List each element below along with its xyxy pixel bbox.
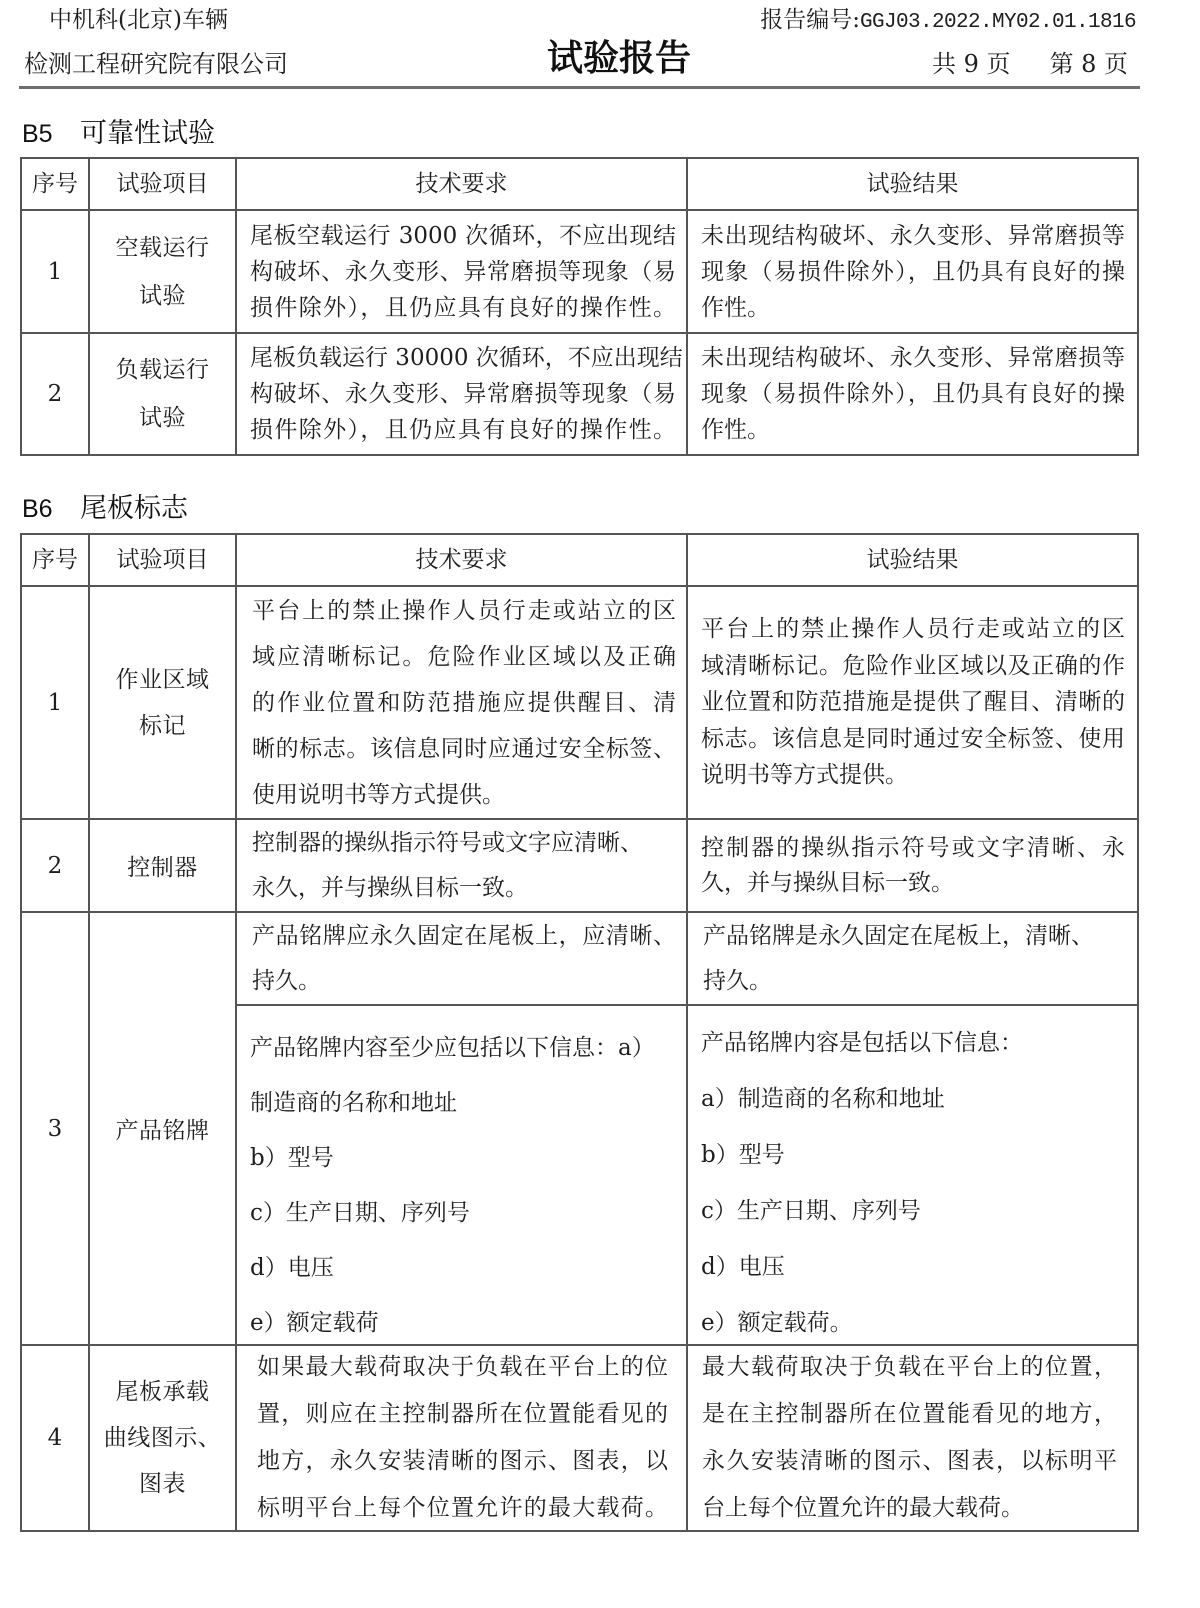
column-header-result — [688, 535, 1139, 587]
cell-requirement — [237, 913, 688, 1006]
cell-result — [688, 334, 1139, 456]
result-line: e）额定载荷。 — [701, 1310, 853, 1336]
result-line: 现象（易损件除外），且仍具有良好的操 — [701, 258, 1125, 285]
requirement-line: 控制器的操纵指示符号或文字应清晰、 — [252, 829, 643, 856]
column-header-result — [688, 159, 1139, 211]
result-line: 业位置和防范措施是提供了醒目、清晰的 — [701, 689, 1125, 716]
item-line: 空载运行 — [115, 234, 210, 261]
organization-name-line1: 中机科(北京)车辆 — [49, 7, 228, 33]
column-header-item — [90, 535, 237, 587]
cell-requirement — [237, 587, 688, 820]
result-line: 最大载荷取决于负载在平台上的位置， — [702, 1354, 1117, 1380]
report-number — [760, 8, 1136, 35]
result-line: c）生产日期、序列号 — [701, 1198, 921, 1224]
cell-result — [688, 913, 1139, 1006]
requirement-line: 晰的标志。该信息同时应通过安全标签、 — [252, 735, 676, 762]
section-name: 尾板标志 — [80, 493, 188, 524]
result-line: 现象（易损件除外），且仍具有良好的操 — [701, 381, 1125, 407]
report-number-label: 报告编号: — [760, 7, 860, 33]
requirement-line: 域应清晰标记。危险作业区域以及正确 — [252, 643, 676, 670]
cell-no — [22, 913, 90, 1346]
requirement-line: 地方，永久安装清晰的图示、图表，以 — [257, 1448, 668, 1474]
page-current: 第 8 页 — [1049, 50, 1128, 78]
page-indicator — [932, 52, 1128, 76]
item-line: 产品铭牌 — [115, 1118, 210, 1144]
column-header-label: 试验结果 — [866, 547, 959, 573]
cell-result — [688, 211, 1139, 334]
column-header-requirement — [237, 159, 688, 211]
result-line: 控制器的操纵指示符号或文字清晰、永 — [701, 834, 1125, 861]
section-title-b5 — [22, 118, 215, 150]
cell-result — [688, 1006, 1139, 1346]
item-line: 图表 — [139, 1471, 186, 1497]
section-code: B6 — [22, 495, 53, 523]
requirement-line: 构破坏、永久变形、异常磨损等现象（易 — [250, 258, 676, 285]
result-line: 作性。 — [701, 294, 770, 321]
cell-no — [22, 587, 90, 820]
report-number-value: GGJ03.2022.MY02.01.1816 — [859, 11, 1136, 34]
row-number: 2 — [47, 852, 63, 879]
table-tailboard-marking — [20, 533, 1139, 1532]
result-line: a）制造商的名称和地址 — [701, 1086, 945, 1112]
section-title-b6 — [22, 493, 188, 525]
cell-requirement — [237, 1006, 688, 1346]
column-header-label: 序号 — [32, 547, 78, 573]
requirement-line: 损件除外），且仍应具有良好的操作性。 — [250, 417, 676, 443]
requirement-line: 产品铭牌内容至少应包括以下信息：a） — [250, 1034, 655, 1061]
cell-no — [22, 334, 90, 456]
column-header-no — [22, 159, 90, 211]
requirement-line: e）额定载荷 — [250, 1309, 379, 1336]
result-line: 说明书等方式提供。 — [701, 762, 908, 789]
requirement-line: d）电压 — [250, 1254, 334, 1281]
requirement-line: 损件除外），且仍应具有良好的操作性。 — [250, 294, 676, 321]
cell-result — [688, 1346, 1139, 1532]
column-header-label: 序号 — [32, 171, 78, 197]
result-line: 平台上的禁止操作人员行走或站立的区 — [701, 616, 1125, 643]
column-header-item — [90, 159, 237, 211]
organization-name-line2: 检测工程研究院有限公司 — [24, 50, 288, 78]
result-line: 台上每个位置允许的最大载荷。 — [702, 1495, 1024, 1521]
item-line: 作业区域 — [115, 666, 210, 693]
result-line: 产品铭牌是永久固定在尾板上，清晰、 — [703, 922, 1094, 949]
cell-no — [22, 1346, 90, 1532]
column-header-requirement — [237, 535, 688, 587]
row-number: 4 — [47, 1425, 63, 1451]
requirement-line: 尾板负载运行 30000 次循环，不应出现结 — [250, 345, 683, 371]
result-line: 产品铭牌内容是包括以下信息： — [701, 1030, 1023, 1056]
row-number: 1 — [47, 689, 63, 716]
page-total: 共 9 页 — [931, 50, 1011, 78]
cell-item — [90, 820, 237, 913]
requirement-line: 标明平台上每个位置允许的最大载荷。 — [257, 1495, 668, 1521]
cell-item — [90, 913, 237, 1346]
cell-result — [688, 587, 1139, 820]
item-line: 尾板承载 — [115, 1379, 210, 1405]
result-line: 是在主控制器所在位置能看见的地方， — [702, 1401, 1117, 1427]
result-line: 未出现结构破坏、永久变形、异常磨损等 — [701, 345, 1125, 371]
requirement-line: 持久。 — [252, 967, 321, 994]
result-line: 未出现结构破坏、永久变形、异常磨损等 — [701, 222, 1125, 249]
result-line: 永久安装清晰的图示、图表，以标明平 — [702, 1448, 1117, 1474]
requirement-line: 构破坏、永久变形、异常磨损等现象（易 — [250, 381, 676, 407]
item-line: 试验 — [139, 405, 186, 431]
row-number: 2 — [47, 381, 63, 407]
requirement-line: 产品铭牌应永久固定在尾板上，应清晰、 — [252, 922, 676, 949]
requirement-line: b）型号 — [250, 1144, 334, 1171]
requirement-line: c）生产日期、序列号 — [250, 1199, 470, 1226]
requirement-line: 置，则应在主控制器所在位置能看见的 — [257, 1401, 668, 1427]
requirement-line: 制造商的名称和地址 — [250, 1089, 457, 1116]
item-line: 曲线图示、 — [103, 1425, 222, 1451]
cell-item — [90, 334, 237, 456]
row-number: 1 — [47, 258, 63, 285]
table-reliability-test — [20, 157, 1139, 456]
requirement-line: 平台上的禁止操作人员行走或站立的区 — [252, 597, 676, 624]
cell-requirement — [237, 820, 688, 913]
requirement-line: 如果最大载荷取决于负载在平台上的位 — [257, 1354, 668, 1380]
section-name: 可靠性试验 — [80, 118, 215, 149]
result-line: d）电压 — [701, 1254, 785, 1280]
column-header-label: 技术要求 — [415, 547, 508, 573]
result-line: b）型号 — [701, 1142, 785, 1168]
column-header-label: 试验项目 — [116, 171, 209, 197]
report-title: 试验报告 — [547, 38, 692, 79]
section-code: B5 — [22, 120, 53, 148]
requirement-line: 使用说明书等方式提供。 — [252, 781, 505, 808]
cell-requirement — [237, 334, 688, 456]
row-number: 3 — [47, 1115, 63, 1142]
result-line: 域清晰标记。危险作业区域以及正确的作 — [701, 652, 1125, 679]
cell-no — [22, 211, 90, 334]
result-line: 作性。 — [701, 417, 770, 443]
cell-result — [688, 820, 1139, 913]
header-divider — [19, 86, 1140, 89]
cell-item — [90, 1346, 237, 1532]
item-line: 标记 — [139, 712, 186, 739]
column-header-label: 试验项目 — [116, 547, 209, 573]
cell-item — [90, 211, 237, 334]
column-header-no — [22, 535, 90, 587]
cell-requirement — [237, 211, 688, 334]
requirement-line: 永久，并与操纵目标一致。 — [252, 874, 528, 901]
item-line: 负载运行 — [115, 357, 210, 383]
item-line: 控制器 — [127, 855, 198, 881]
column-header-label: 技术要求 — [415, 171, 508, 197]
cell-no — [22, 820, 90, 913]
cell-item — [90, 587, 237, 820]
requirement-line: 尾板空载运行 3000 次循环，不应出现结 — [250, 222, 676, 249]
cell-requirement — [237, 1346, 688, 1532]
result-line: 久，并与操纵目标一致。 — [701, 869, 954, 896]
column-header-label: 试验结果 — [866, 171, 959, 197]
result-line: 标志。该信息是同时通过安全标签、使用 — [701, 725, 1125, 752]
item-line: 试验 — [139, 282, 186, 309]
result-line: 持久。 — [703, 967, 772, 994]
requirement-line: 的作业位置和防范措施应提供醒目、清 — [252, 689, 676, 716]
